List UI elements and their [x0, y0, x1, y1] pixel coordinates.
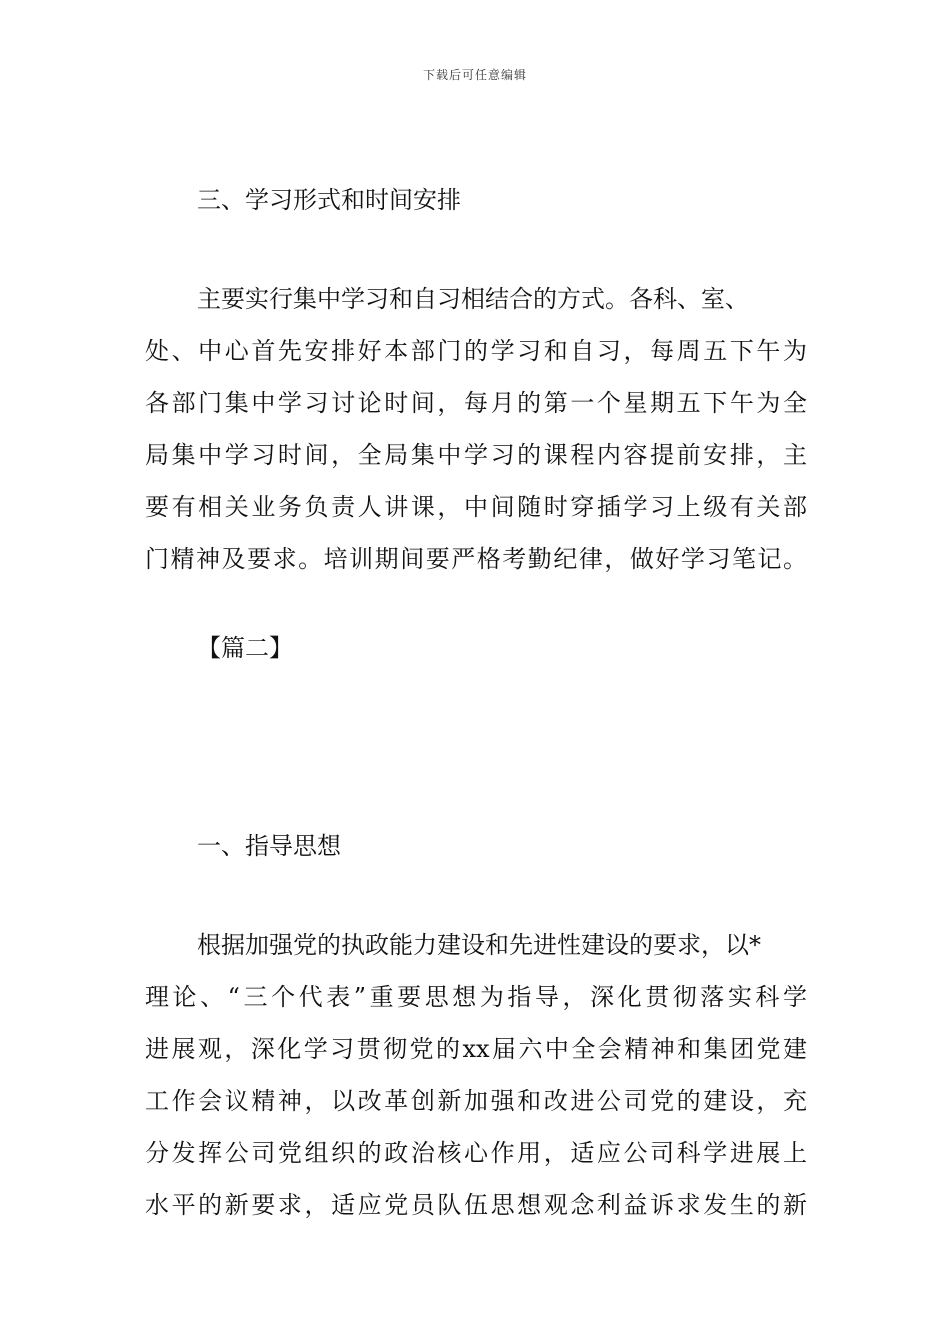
- part-two-label: 【篇二】: [197, 634, 293, 662]
- paragraph-line: 要有相关业务负责人讲课，中间随时穿插学习上级有关部: [145, 493, 807, 521]
- section-one-heading: 一、指导思想: [197, 832, 341, 860]
- paragraph-line: 处、中心首先安排好本部门的学习和自习，每周五下午为: [145, 337, 807, 365]
- paragraph-line: 分发挥公司党组织的政治核心作用，适应公司科学进展上: [145, 1139, 807, 1167]
- paragraph-line: 理论、“三个代表”重要思想为指导，深化贯彻落实科学: [145, 983, 807, 1011]
- paragraph-line: 各部门集中学习讨论时间，每月的第一个星期五下午为全: [145, 389, 807, 417]
- paragraph-line: 工作会议精神，以改革创新加强和改进公司党的建设，充: [145, 1087, 807, 1115]
- section-three-heading: 三、学习形式和时间安排: [197, 186, 461, 214]
- section-one-paragraph: [145, 919, 807, 1231]
- paragraph-line: 进展观，深化学习贯彻党的xx届六中全会精神和集团党建: [145, 1035, 807, 1063]
- paragraph-line: 根据加强党的执政能力建设和先进性建设的要求，以*: [197, 931, 761, 959]
- page-header: 下载后可任意编辑: [422, 68, 527, 82]
- paragraph-line: 局集中学习时间，全局集中学习的课程内容提前安排，主: [145, 441, 807, 469]
- paragraph-line: 主要实行集中学习和自习相结合的方式。各科、室、: [197, 285, 749, 313]
- paragraph-line: 门精神及要求。培训期间要严格考勤纪律，做好学习笔记。: [145, 545, 807, 573]
- section-three-paragraph: [145, 273, 807, 585]
- paragraph-line: 水平的新要求，适应党员队伍思想观念利益诉求发生的新: [145, 1191, 807, 1219]
